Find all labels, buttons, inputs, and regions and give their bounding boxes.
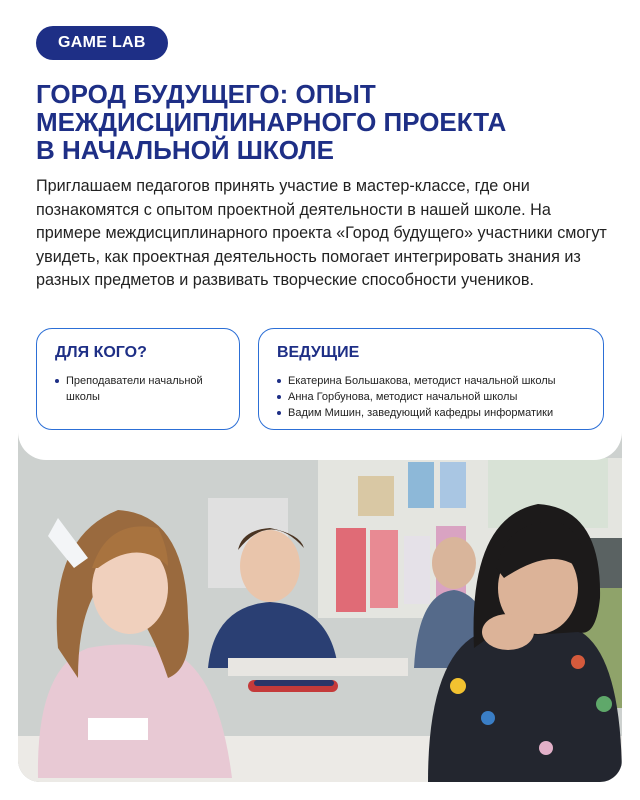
game-lab-badge: GAME LAB: [36, 26, 168, 60]
list-item: Преподаватели начальной школы: [55, 373, 231, 405]
title-line-1: ГОРОД БУДУЩЕГО: ОПЫТ: [36, 79, 376, 109]
page-title: [36, 80, 616, 164]
classroom-illustration: [18, 418, 622, 782]
hosts-box: [258, 328, 604, 430]
for-whom-box: [36, 328, 240, 430]
bullet-icon: [277, 411, 281, 415]
title-line-3: В НАЧАЛЬНОЙ ШКОЛЕ: [36, 135, 334, 165]
intro-text: Приглашаем педагогов принять участие в мастер-классе, где они познакомятся с опытом проектной деятельности в нашей школе. На примере междисциплинарного проекта «Город будущего» участники смогут увидеть, как проектная деятельность помогает интегрировать знания из разных предметов и развивать творческие способности учеников.: [36, 177, 607, 289]
hosts-heading: ВЕДУЩИЕ: [277, 344, 360, 361]
for-whom-heading: ДЛЯ КОГО?: [55, 344, 147, 361]
list-item: Анна Горбунова, методист начальной школы: [277, 389, 595, 405]
list-item: Екатерина Большакова, методист начальной школы: [277, 373, 595, 389]
bullet-icon: [55, 379, 59, 383]
for-whom-list: [55, 373, 231, 405]
title-line-2: МЕЖДИСЦИПЛИНАРНОГО ПРОЕКТА: [36, 107, 507, 137]
classroom-photo: [18, 418, 622, 782]
list-item: Вадим Мишин, заведующий кафедры информатики: [277, 405, 595, 421]
bullet-icon: [277, 379, 281, 383]
hosts-list: [277, 373, 595, 421]
bullet-icon: [277, 395, 281, 399]
